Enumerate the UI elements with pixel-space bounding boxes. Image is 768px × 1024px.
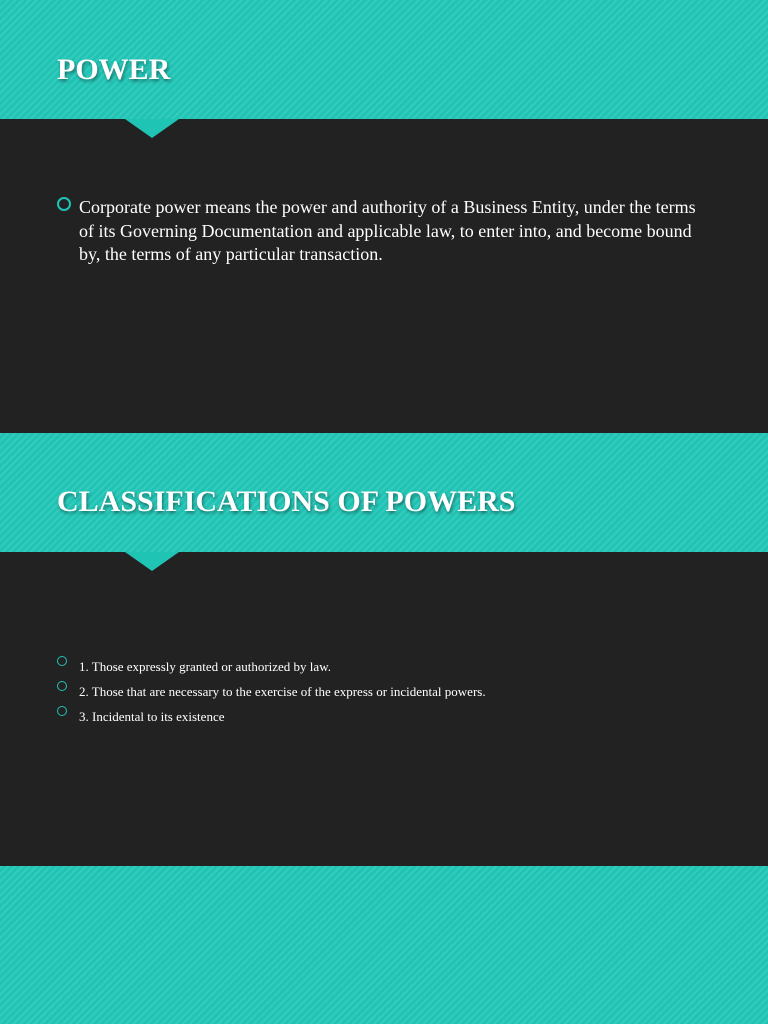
hollow-circle-bullet-icon bbox=[57, 706, 67, 716]
slide-1-bullet-list bbox=[57, 196, 707, 267]
slide-2-bullet-2 bbox=[57, 679, 717, 704]
slide-1-title-notch bbox=[125, 119, 179, 138]
slide-1-bullet-1 bbox=[57, 196, 707, 267]
slide-3-title-band bbox=[0, 866, 768, 1024]
slide-1-body bbox=[0, 119, 768, 433]
hollow-circle-bullet-icon bbox=[57, 197, 71, 211]
slide-1-title: POWER bbox=[57, 53, 171, 86]
slide-2-bullet-1-text: 1. Those expressly granted or authorized by law. bbox=[79, 659, 331, 674]
slide-2-bullet-3 bbox=[57, 704, 717, 729]
slide-2-bullet-list bbox=[57, 654, 717, 729]
hollow-circle-bullet-icon bbox=[57, 681, 67, 691]
slide-2-bullet-2-text: 2. Those that are necessary to the exercise of the express or incidental powers. bbox=[79, 684, 486, 699]
slide-1-bullet-1-text: Corporate power means the power and authority of a Business Entity, under the terms of its Governing Documentation and applicable law, to enter into, and become bound by, the terms of any particular transaction. bbox=[79, 197, 696, 264]
slide-2-bullet-1 bbox=[57, 654, 717, 679]
slide-2-title: CLASSIFICATIONS OF POWERS bbox=[57, 485, 516, 518]
hollow-circle-bullet-icon bbox=[57, 656, 67, 666]
slide-2-bullet-3-text: 3. Incidental to its existence bbox=[79, 709, 225, 724]
slide-2-title-notch bbox=[125, 552, 179, 571]
